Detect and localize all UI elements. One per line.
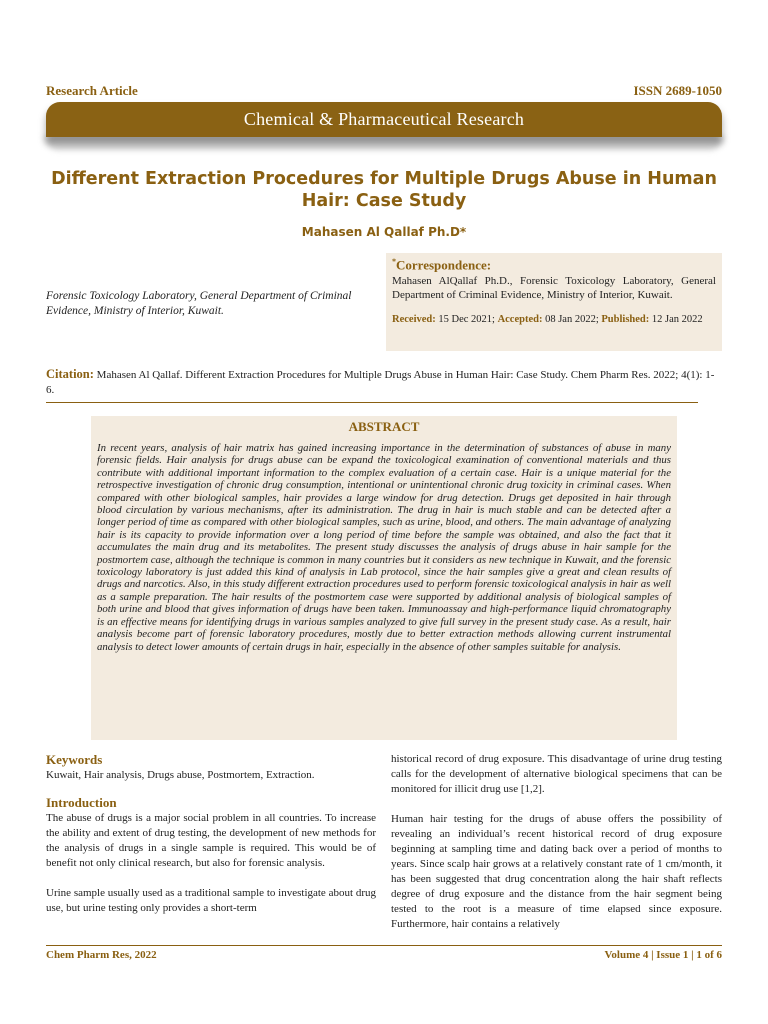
spacer — [46, 783, 376, 795]
author-affiliation: Forensic Toxicology Laboratory, General Department of Criminal Evidence, Ministry of Interior, Kuwait. — [46, 290, 352, 317]
citation-text: Mahasen Al Qallaf. Different Extraction Procedures for Multiple Drugs Abuse in Human Hair: Case Study. Chem Pharm Res. 2022; 4(1): 1-6. — [46, 369, 715, 396]
banner-shadow — [44, 136, 724, 150]
footer-divider — [46, 945, 722, 946]
published-date: 12 Jan 2022 — [651, 314, 703, 326]
intro-paragraph-2: Urine sample usually used as a traditional sample to investigate about drug use, but urine testing only provides a short-term — [46, 887, 376, 914]
spacer — [46, 871, 376, 886]
citation-divider — [46, 402, 698, 403]
keywords-text: Kuwait, Hair analysis, Drugs abuse, Postmortem, Extraction. — [46, 769, 315, 781]
accepted-date: 08 Jan 2022; — [545, 314, 599, 326]
correspondence-heading-text: Correspondence: — [396, 257, 492, 273]
abstract-heading: ABSTRACT — [348, 419, 420, 434]
issn-label: ISSN 2689-1050 — [633, 83, 722, 98]
right-column — [391, 752, 722, 932]
citation-label: Citation: — [46, 367, 94, 381]
spacer — [391, 797, 722, 812]
journal-banner — [46, 102, 722, 137]
footer-volume: Volume 4 | Issue 1 | 1 of 6 — [604, 949, 722, 961]
accepted-label: Accepted: — [497, 314, 543, 326]
article-dates — [392, 314, 716, 325]
keywords-heading: Keywords — [46, 752, 103, 767]
article-title: Different Extraction Procedures for Multiple Drugs Abuse in Human Hair: Case Study — [51, 169, 717, 211]
received-label: Received: — [392, 314, 436, 326]
intro-paragraph-1: The abuse of drugs is a major social problem in all countries. To increase the ability and extent of drug testing, the development of new methods for the analysis of drugs in a single sample is required. This would be of benefit not only clinical research, but also for forensic analysis. — [46, 812, 376, 869]
citation — [46, 367, 722, 398]
abstract-box — [91, 416, 677, 740]
left-column — [46, 752, 376, 916]
introduction-heading: Introduction — [46, 795, 117, 810]
intro-paragraph-3: historical record of drug exposure. This disadvantage of urine drug testing calls for the development of alternative biological specimens that can be monitored for illicit drug use [1,2]. — [391, 753, 722, 795]
footer-journal: Chem Pharm Res, 2022 — [46, 949, 157, 961]
published-label: Published: — [601, 314, 650, 326]
correspondence-marker: * — [392, 257, 396, 266]
journal-name: Chemical & Pharmaceutical Research — [243, 109, 525, 129]
correspondence-heading — [392, 257, 716, 273]
abstract-text: In recent years, analysis of hair matrix has gained increasing importance in the determination of substances of abuse in many forensic fields. Hair analysis for drugs abuse can be expand the toxicological examination of conventional materials and thus contribute with additional important information to the complex evaluation of a certain case. Hair is a unique material for the retrospective investigation of chronic drug consumption, intentional or unintentional chronic drug toxicity in criminal cases. When compared with other biological samples, hair provides a large window for drug detection. Drugs get deposited in hair through blood circulation by various mechanisms, after its administration. The drug in hair is much stable and can be detected after a longer period of time as compared with other biological samples, such as urine, blood, and others. The main advantage of analyzing hair is its capacity to provide information over a long period of time before the sample was obtained, and also the fact that it accumulates the main drug and its metabolites. The present study discusses the analysis of drugs abuse in hair sample for the postmortem case, although the technique is common in many countries but it considers as new technique in Kuwait, and the forensic toxicology laboratory is just added this kind of analysis in Lab protocol, since the hair samples give a great and clean results of drugs and narcotics. Also, in this study different extraction procedures used to perform forensic toxicological analysis in hair as well as a sample preparation. The hair results of the postmortem case were supported by additional analysis of biological samples of both urine and blood that gives information of drugs have been taken. Immunoassay and high-performance liquid chromatography is an effective means for identifying drugs in various samples analyzed to give full survey in the present study case. As a result, hair analysis become part of forensic laboratory procedures, mostly due to better extraction methods allowing current instrumental analysis to detect lower amounts of certain drugs in hair, especially in the absence of other samples suitable for analysis. — [97, 442, 671, 653]
correspondence-box — [386, 253, 722, 351]
correspondence-body: Mahasen AlQallaf Ph.D., Forensic Toxicology Laboratory, General Department of Criminal Evidence, Ministry of Interior, Kuwait. — [392, 275, 716, 302]
intro-paragraph-4: Human hair testing for the drugs of abuse offers the possibility of revealing an individual’s recent historical record of drug exposure beginning at sampling time and dating back over a period of months to years. Since scalp hair grows at a relatively constant rate of 1 cm/month, it has been suggested that drug concentration along the hair shaft reflects degree of drug exposure and the distance from the hair segment being tested to the root is a measure of time elapsed since exposure. Furthermore, hair contains a relatively — [391, 813, 722, 930]
received-date: 15 Dec 2021; — [438, 314, 495, 326]
article-author: Mahasen Al Qallaf Ph.D* — [301, 225, 467, 239]
article-type-label: Research Article — [46, 83, 138, 98]
